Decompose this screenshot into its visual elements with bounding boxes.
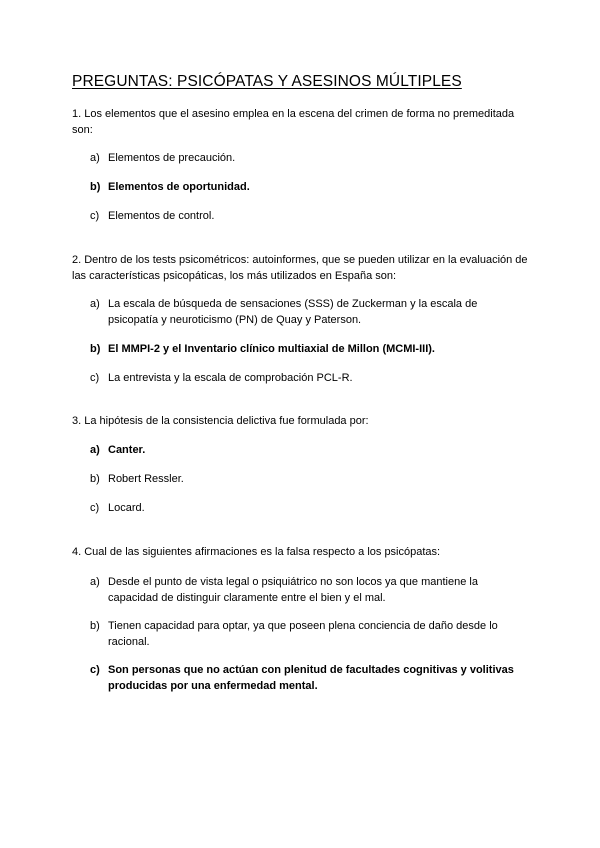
option-text: Elementos de precaución. — [108, 152, 236, 164]
option-text: Canter. — [108, 444, 146, 456]
question-1-option-c — [90, 208, 530, 224]
question-3: 3. La hipótesis de la consistencia delictiva fue formulada por: — [72, 415, 369, 427]
question-2: 2. Dentro de los tests psicométricos: autoinformes, que se pueden utilizar en la evaluación de las características psicopáticas, los más utilizados en España son: — [72, 254, 528, 282]
option-text: Desde el punto de vista legal o psiquiátrico no son locos ya que mantiene la capacidad de distinguir claramente entre el bien y el mal. — [108, 576, 478, 604]
question-3-option-b — [90, 471, 530, 487]
option-letter: c) — [90, 372, 100, 384]
question-2-option-c — [90, 370, 530, 386]
option-text: La entrevista y la escala de comprobación PCL-R. — [108, 372, 353, 384]
option-text: Elementos de control. — [108, 210, 215, 222]
option-text: Tienen capacidad para optar, ya que poseen plena conciencia de daño desde lo racional. — [108, 620, 498, 648]
option-letter: a) — [90, 298, 100, 310]
option-letter: b) — [90, 473, 100, 485]
question-3-option-a — [90, 442, 530, 458]
option-text: Robert Ressler. — [108, 473, 184, 485]
option-letter: a) — [90, 576, 100, 588]
question-2-option-a — [90, 296, 530, 328]
question-4-option-c — [90, 662, 530, 694]
option-letter: b) — [90, 620, 100, 632]
question-1: 1. Los elementos que el asesino emplea en la escena del crimen de forma no premeditada son: — [72, 108, 515, 136]
question-1-option-b — [90, 179, 530, 195]
option-letter: a) — [90, 152, 100, 164]
option-letter: b) — [90, 181, 101, 193]
option-text: Locard. — [108, 502, 145, 514]
option-text: Elementos de oportunidad. — [108, 181, 250, 193]
option-text: Son personas que no actúan con plenitud de facultades cognitivas y volitivas producidas por una enfermedad mental. — [108, 664, 514, 692]
question-4-option-b — [90, 618, 530, 650]
option-letter: c) — [90, 502, 100, 514]
option-letter: c) — [90, 664, 100, 676]
option-letter: c) — [90, 210, 100, 222]
option-text: El MMPI-2 y el Inventario clínico multiaxial de Millon (MCMI-III). — [108, 343, 435, 355]
question-1-option-a — [90, 150, 530, 166]
option-letter: a) — [90, 444, 100, 456]
page-title: PREGUNTAS: PSICÓPATAS Y ASESINOS MÚLTIPLES — [72, 73, 462, 90]
option-letter: b) — [90, 343, 101, 355]
question-3-option-c — [90, 500, 530, 516]
question-4: 4. Cual de las siguientes afirmaciones es la falsa respecto a los psicópatas: — [72, 546, 441, 558]
question-2-option-b — [90, 341, 530, 357]
question-4-option-a — [90, 574, 530, 606]
option-text: La escala de búsqueda de sensaciones (SSS) de Zuckerman y la escala de psicopatía y neuroticismo (PN) de Quay y Paterson. — [108, 298, 478, 326]
